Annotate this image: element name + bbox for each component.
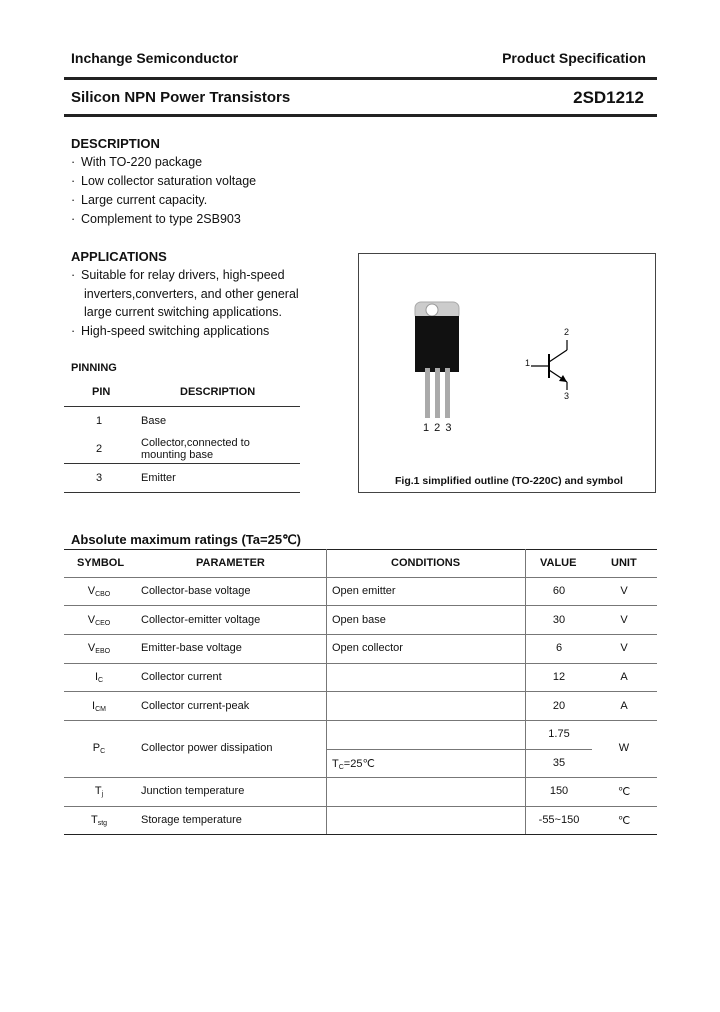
rating-symbol: $V_{EBO}$ <box>87 642 111 655</box>
pinning-rule <box>64 463 300 464</box>
rating-unit: A <box>620 700 628 712</box>
description-item: · Complement to type 2SB903 <box>71 212 241 226</box>
rating-condition: $T_C=25℃$ <box>332 758 375 771</box>
pin-description-cont: mounting base <box>141 449 214 461</box>
pin-number: 3 <box>96 472 103 484</box>
rating-symbol-subscript: stg <box>97 820 108 827</box>
ratings-title: Absolute maximum ratings (Ta=25℃) <box>71 532 301 547</box>
table-col-divider <box>326 549 327 834</box>
rating-symbol: $I_{CM}$ <box>92 700 106 713</box>
rating-condition: Open emitter <box>332 585 396 597</box>
doc-type: Product Specification <box>502 50 646 66</box>
application-item: · Suitable for relay drivers, high-speed <box>71 268 285 282</box>
rating-symbol: $P_C$ <box>92 742 106 755</box>
rating-value: 1.75 <box>548 728 570 740</box>
rating-value: 20 <box>552 700 566 712</box>
rating-parameter: Collector power dissipation <box>141 742 273 754</box>
rating-value: 60 <box>552 585 566 597</box>
rating-unit: V <box>620 585 628 597</box>
rating-parameter: Storage temperature <box>141 814 242 826</box>
rating-value: 12 <box>552 671 566 683</box>
rating-symbol-subscript: CBO <box>95 591 111 598</box>
company-name: Inchange Semiconductor <box>71 50 239 66</box>
pin-description: Emitter <box>141 472 176 484</box>
rating-value: 150 <box>549 785 569 797</box>
rating-condition: Open base <box>332 614 386 626</box>
pinning-rule <box>64 492 300 493</box>
rating-value: 6 <box>555 642 563 654</box>
product-line: Silicon NPN Power Transistors <box>71 89 291 106</box>
rating-unit: V <box>620 614 628 626</box>
rating-symbol-subscript: C <box>100 748 106 755</box>
pinning-title: PINNING <box>71 362 117 374</box>
rating-unit: A <box>620 671 628 683</box>
symbol-pin2-label: 2 <box>564 327 570 337</box>
applications-title: APPLICATIONS <box>71 249 167 264</box>
rating-parameter: Emitter-base voltage <box>141 642 242 654</box>
pin-desc-col-header: DESCRIPTION <box>180 386 256 398</box>
rating-condition-subscript: C <box>338 764 344 771</box>
rating-condition: Open collector <box>332 642 403 654</box>
col-header-value: VALUE <box>540 557 577 569</box>
table-rule <box>64 577 657 578</box>
rating-symbol: $T_j$ <box>94 785 104 798</box>
symbol-pin3-label: 3 <box>564 391 570 401</box>
rating-unit: ℃ <box>617 786 631 798</box>
col-header-parameter: PARAMETER <box>196 557 265 569</box>
table-rule <box>64 777 657 778</box>
rating-parameter: Collector current-peak <box>141 700 250 712</box>
rating-unit: ℃ <box>617 815 631 827</box>
pin-description: Collector,connected to <box>141 437 250 449</box>
table-rule <box>326 749 592 750</box>
table-rule <box>64 691 657 692</box>
pin-number: 2 <box>96 443 103 455</box>
table-rule <box>64 549 657 550</box>
application-item-cont: inverters,converters, and other general <box>84 287 299 301</box>
to220-outline-drawing <box>359 254 655 492</box>
table-rule <box>64 663 657 664</box>
rating-symbol-subscript: EBO <box>95 648 111 655</box>
rating-symbol: $I_C$ <box>94 671 104 684</box>
description-item: · Low collector saturation voltage <box>71 174 257 188</box>
table-rule <box>64 634 657 635</box>
rating-unit: V <box>620 642 628 654</box>
rating-parameter: Junction temperature <box>141 785 245 797</box>
rating-symbol-subscript: CEO <box>95 620 111 627</box>
description-title: DESCRIPTION <box>71 136 160 151</box>
description-item: · Large current capacity. <box>71 193 208 207</box>
rating-symbol-subscript: CM <box>95 706 106 713</box>
rating-value: 35 <box>552 757 566 769</box>
table-col-divider <box>525 549 526 834</box>
description-item: · With TO-220 package <box>71 155 203 169</box>
rating-value: -55~150 <box>538 814 580 826</box>
header-rule <box>64 77 657 80</box>
rating-symbol: $V_{CEO}$ <box>87 614 111 627</box>
part-number: 2SD1212 <box>573 88 644 107</box>
application-item: · High-speed switching applications <box>71 324 270 338</box>
table-rule <box>64 806 657 807</box>
col-header-unit: UNIT <box>611 557 637 569</box>
rating-parameter: Collector-emitter voltage <box>141 614 261 626</box>
rating-unit: W <box>618 742 630 754</box>
pin-col-header: PIN <box>92 386 111 398</box>
pin-number: 1 <box>96 415 103 427</box>
title-rule <box>64 114 657 117</box>
col-header-symbol: SYMBOL <box>77 557 125 569</box>
rating-condition-rest: =25℃ <box>343 758 375 770</box>
table-rule <box>64 720 657 721</box>
rating-symbol: $V_{CBO}$ <box>87 585 111 598</box>
rating-symbol-subscript: j <box>101 791 104 798</box>
rating-parameter: Collector current <box>141 671 222 683</box>
rating-value: 30 <box>552 614 566 626</box>
col-header-conditions: CONDITIONS <box>391 557 461 569</box>
symbol-pin1-label: 1 <box>525 358 531 368</box>
pin-description: Base <box>141 415 167 427</box>
rating-symbol: $T_{stg}$ <box>90 814 108 827</box>
table-rule <box>64 834 657 835</box>
application-item-cont: large current switching applications. <box>84 305 283 319</box>
package-pin-labels: 1 2 3 <box>423 422 453 434</box>
rating-symbol-subscript: C <box>98 677 104 684</box>
table-rule <box>64 605 657 606</box>
pinning-rule <box>64 406 300 407</box>
figure-caption: Fig.1 simplified outline (TO-220C) and symbol <box>395 475 623 487</box>
rating-parameter: Collector-base voltage <box>141 585 251 597</box>
figure-box <box>358 253 656 493</box>
